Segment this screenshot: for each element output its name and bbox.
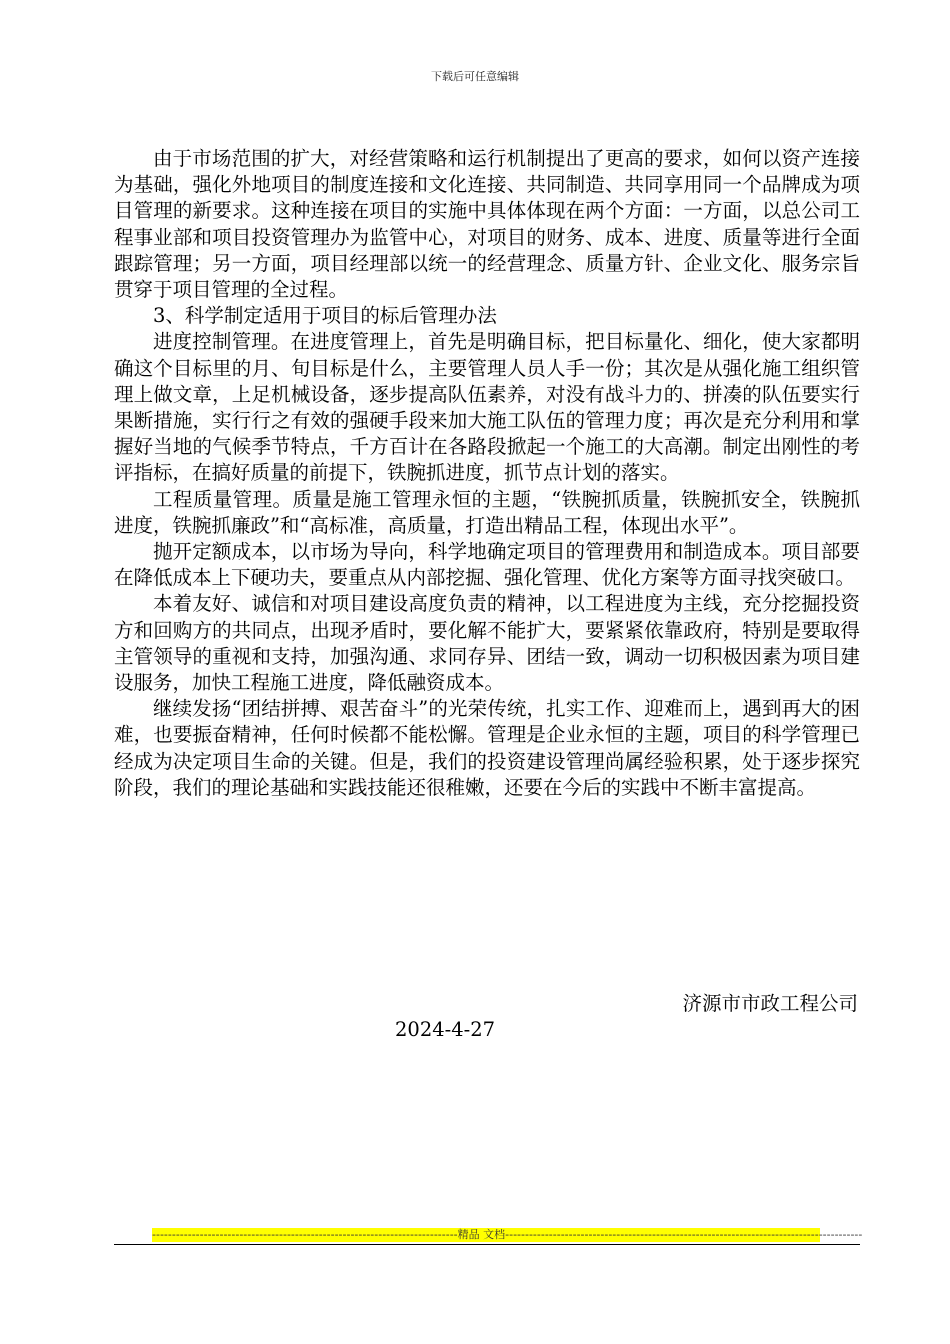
paragraph-quality-management: 工程质量管理。质量是施工管理永恒的主题，“铁腕抓质量，铁腕抓安全，铁腕抓进度，铁腕抓廉政”和“高标准，高质量，打造出精品工程，体现出水平”。: [114, 487, 860, 537]
footer-right-dashes: ------------------------------------------------------------------------------------------: [505, 1228, 863, 1241]
signature-company: 济源市市政工程公司: [682, 992, 858, 1015]
document-body: [114, 146, 860, 801]
footer-banner: [152, 1228, 863, 1242]
footer-divider: [114, 1244, 860, 1245]
paragraph-cost-management: 抛开定额成本，以市场为导向，科学地确定项目的管理费用和制造成本。项目部要在降低成本上下硬功夫，要重点从内部挖掘、强化管理、优化方案等方面寻找突破口。: [114, 540, 860, 590]
paragraph-conclusion: 继续发扬“团结拼搏、艰苦奋斗”的光荣传统，扎实工作、迎难而上，遇到再大的困难，也要振奋精神，任何时候都不能松懈。管理是企业永恒的主题，项目的科学管理已经成为决定项目生命的关键。但是，我们的投资建设管理尚属经验积累，处于逐步探究阶段，我们的理论基础和实践技能还很稚嫩，还要在今后的实践中不断丰富提高。: [114, 697, 860, 799]
signature-date: 2024-4-27: [395, 1018, 496, 1041]
footer-label: 精品 文档: [457, 1228, 506, 1241]
paragraph-market-expansion: 由于市场范围的扩大，对经营策略和运行机制提出了更高的要求，如何以资产连接为基础，强化外地项目的制度连接和文化连接、共同制造、共同享用同一个品牌成为项目管理的新要求。这种连接在项目的实施中具体体现在两个方面：一方面，以总公司工程事业部和项目投资管理办为监管中心，对项目的财务、成本、进度、质量等进行全面跟踪管理；另一方面，项目经理部以统一的经营理念、质量方针、企业文化、服务宗旨贯穿于项目管理的全过程。: [114, 147, 860, 302]
section-heading-post-bid-management: 3、科学制定适用于项目的标后管理办法: [153, 304, 497, 328]
header-note: 下载后可任意编辑: [431, 70, 519, 83]
footer-left-dashes: -----------------------------------------------------------------------------: [152, 1228, 458, 1241]
paragraph-cooperation: 本着友好、诚信和对项目建设高度负责的精神，以工程进度为主线，充分挖掘投资方和回购方的共同点，出现矛盾时，要化解不能扩大，要紧紧依靠政府，特别是要取得主管领导的重视和支持，加强沟通、求同存异、团结一致，调动一切积极因素为项目建设服务，加快工程施工进度，降低融资成本。: [114, 592, 860, 695]
paragraph-schedule-control: 进度控制管理。在进度管理上，首先是明确目标，把目标量化、细化，使大家都明确这个目标里的月、旬目标是什么，主要管理人员人手一份；其次是从强化施工组织管理上做文章，上足机械设备，逐步提高队伍素养，对没有战斗力的、拼凑的队伍要实行果断措施，实行行之有效的强硬手段来加大施工队伍的管理力度；再次是充分利用和掌握好当地的气候季节特点，千方百计在各路段掀起一个施工的大高潮。制定出刚性的考评指标，在搞好质量的前提下，铁腕抓进度，抓节点计划的落实。: [114, 330, 860, 485]
